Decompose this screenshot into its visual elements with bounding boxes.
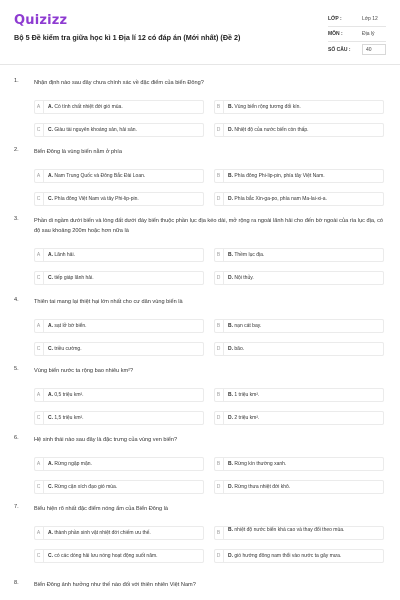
option-letter: D bbox=[214, 480, 224, 494]
option-prefix: A. bbox=[48, 173, 53, 179]
answer-option-c[interactable] bbox=[34, 192, 204, 206]
option-prefix: D. bbox=[228, 415, 233, 421]
option-text bbox=[48, 319, 200, 333]
option-text bbox=[48, 388, 200, 402]
option-body: 2 triệu km². bbox=[234, 415, 260, 421]
option-text bbox=[48, 526, 200, 540]
option-text bbox=[228, 319, 380, 333]
option-prefix: D. bbox=[228, 196, 233, 202]
option-letter: B bbox=[214, 100, 224, 114]
option-prefix: C. bbox=[48, 127, 53, 133]
option-prefix: D. bbox=[228, 127, 233, 133]
option-prefix: A. bbox=[48, 461, 53, 467]
option-letter: B bbox=[214, 457, 224, 471]
question-text: Phần di ngầm dưới biển và lòng đất dưới đáy biển thuộc phần lục địa kéo dài, mở rộng ra ngoài lãnh hải cho đến bờ ngoài của rìa lục địa, có độ sau khoảng 200m hoặc hơn nữa là bbox=[34, 218, 383, 234]
option-letter: C bbox=[34, 123, 44, 137]
option-letter: C bbox=[34, 411, 44, 425]
meta-value: 40 bbox=[362, 44, 386, 55]
option-body: Phía bắc Xin-ga-po, phía nam Ma-lai-xi-a. bbox=[234, 196, 327, 202]
question-text: Vùng biển nước ta rộng bao nhiêu km²? bbox=[34, 368, 134, 374]
option-letter: A bbox=[34, 388, 44, 402]
answer-option-b[interactable] bbox=[214, 100, 384, 114]
option-body: Vùng biển rộng tương đối kín. bbox=[234, 104, 301, 110]
answer-option-d[interactable] bbox=[214, 480, 384, 494]
option-body: thành phần sinh vật nhiệt đới chiếm ưu thế. bbox=[54, 530, 151, 536]
answer-option-a[interactable] bbox=[34, 388, 204, 402]
option-body: có các dòng hải lưu nóng hoạt động suốt năm. bbox=[54, 553, 158, 559]
option-text bbox=[228, 271, 380, 285]
option-prefix: D. bbox=[228, 553, 233, 559]
option-prefix: B. bbox=[228, 323, 233, 329]
option-letter: B bbox=[214, 526, 224, 540]
meta-value: Địa lý bbox=[362, 31, 375, 37]
option-text bbox=[228, 192, 380, 206]
option-prefix: B. bbox=[228, 173, 233, 179]
option-body: Phía đông Phi-lip-pin, phía tây Việt Nam. bbox=[234, 173, 325, 179]
answer-option-a[interactable] bbox=[34, 319, 204, 333]
option-letter: B bbox=[214, 169, 224, 183]
option-prefix: B. bbox=[228, 392, 233, 398]
document-header bbox=[0, 0, 400, 62]
option-prefix: A. bbox=[48, 323, 53, 329]
option-prefix: C. bbox=[48, 484, 53, 490]
option-text bbox=[48, 123, 200, 137]
answer-option-c[interactable] bbox=[34, 342, 204, 356]
option-text bbox=[228, 526, 380, 540]
answer-option-a[interactable] bbox=[34, 248, 204, 262]
quizizz-logo: Quizizz bbox=[14, 13, 68, 28]
option-text bbox=[48, 248, 200, 262]
option-letter: D bbox=[214, 549, 224, 563]
option-letter: A bbox=[34, 526, 44, 540]
option-text bbox=[48, 342, 200, 356]
meta-key: SỐ CÂU : bbox=[328, 46, 351, 53]
option-letter: D bbox=[214, 342, 224, 356]
option-prefix: B. bbox=[228, 527, 233, 533]
question-number: 2. bbox=[14, 147, 19, 153]
option-text bbox=[48, 457, 200, 471]
option-body: Giàu tài nguyên khoáng sản, hải sản. bbox=[54, 127, 137, 133]
page-title: Bộ 5 Đề kiểm tra giữa học kì 1 Địa lí 12 có đáp án (Mới nhất) (Đề 2) bbox=[14, 33, 241, 42]
meta-key: MÔN : bbox=[328, 31, 343, 37]
option-prefix: B. bbox=[228, 252, 233, 258]
option-text bbox=[228, 248, 380, 262]
option-prefix: D. bbox=[228, 275, 233, 281]
option-body: Lãnh hải. bbox=[54, 252, 75, 258]
option-text bbox=[48, 192, 200, 206]
option-body: Rừng kín thường xanh. bbox=[234, 461, 287, 467]
option-text bbox=[48, 169, 200, 183]
answer-option-b[interactable] bbox=[214, 169, 384, 183]
option-body: Thềm lục địa. bbox=[234, 252, 265, 258]
question-text: Biển Đông ảnh hưởng như thế nào đối với thiên nhiên Việt Nam? bbox=[34, 582, 196, 588]
question-number: 6. bbox=[14, 435, 19, 441]
meta-info bbox=[328, 12, 386, 57]
option-text bbox=[228, 480, 380, 494]
option-body: bão. bbox=[234, 346, 245, 352]
question-number: 3. bbox=[14, 216, 19, 222]
option-text bbox=[228, 411, 380, 425]
option-text bbox=[228, 100, 380, 114]
answer-option-c[interactable] bbox=[34, 271, 204, 285]
question-text: Nhận định nào sau đây chưa chính xác về đặc điểm của biển Đông? bbox=[34, 80, 204, 86]
question-number: 7. bbox=[14, 504, 19, 510]
option-text bbox=[228, 169, 380, 183]
option-body: Rừng cận xích đạo gió mùa. bbox=[54, 484, 118, 490]
answer-option-c[interactable] bbox=[34, 549, 204, 563]
option-text bbox=[228, 388, 380, 402]
answer-option-b[interactable] bbox=[214, 457, 384, 471]
option-body: Có tính chất nhiệt đới gió mùa. bbox=[54, 104, 123, 110]
option-letter: B bbox=[214, 248, 224, 262]
answer-option-d[interactable] bbox=[214, 123, 384, 137]
option-text bbox=[48, 480, 200, 494]
option-letter: A bbox=[34, 457, 44, 471]
option-body: Rừng ngập mặn. bbox=[54, 461, 92, 467]
meta-key: LỚP : bbox=[328, 16, 342, 22]
option-letter: D bbox=[214, 411, 224, 425]
meta-value: Lớp 12 bbox=[362, 16, 378, 22]
option-prefix: D. bbox=[228, 346, 233, 352]
answer-option-b[interactable] bbox=[214, 248, 384, 262]
option-letter: A bbox=[34, 100, 44, 114]
answer-option-b[interactable] bbox=[214, 526, 384, 540]
option-body: 1,5 triệu km². bbox=[54, 415, 84, 421]
option-text bbox=[228, 123, 380, 137]
option-prefix: C. bbox=[48, 346, 53, 352]
option-prefix: D. bbox=[228, 484, 233, 490]
meta-row-subject bbox=[328, 27, 386, 42]
option-body: Nhiệt độ của nước biển còn thấp. bbox=[234, 127, 309, 133]
option-body: nạn cát bay. bbox=[234, 323, 262, 329]
question-text: Hệ sinh thái nào sau đây là đặc trưng của vùng ven biển? bbox=[34, 437, 178, 443]
answer-option-d[interactable] bbox=[214, 342, 384, 356]
option-letter: C bbox=[34, 342, 44, 356]
option-letter: C bbox=[34, 480, 44, 494]
answer-option-c[interactable] bbox=[34, 123, 204, 137]
answer-option-d[interactable] bbox=[214, 192, 384, 206]
answer-option-d[interactable] bbox=[214, 271, 384, 285]
meta-row-class bbox=[328, 12, 386, 27]
option-prefix: C. bbox=[48, 196, 53, 202]
question-text: Thiên tai mang lại thiệt hại lớn nhất cho cư dân vùng biển là bbox=[34, 299, 183, 305]
option-prefix: A. bbox=[48, 252, 53, 258]
option-body: 0,5 triệu km². bbox=[54, 392, 84, 398]
answer-option-c[interactable] bbox=[34, 480, 204, 494]
answer-option-a[interactable] bbox=[34, 169, 204, 183]
option-prefix: A. bbox=[48, 530, 53, 536]
question-text: Biểu hiện rõ nhất đặc điểm nóng ẩm của Biển Đông là bbox=[34, 506, 169, 512]
answer-option-d[interactable] bbox=[214, 411, 384, 425]
option-letter: D bbox=[214, 192, 224, 206]
option-prefix: C. bbox=[48, 553, 53, 559]
option-body: Rừng thưa nhiệt đới khô. bbox=[234, 484, 291, 490]
option-letter: B bbox=[214, 319, 224, 333]
option-text bbox=[228, 342, 380, 356]
option-prefix: B. bbox=[228, 461, 233, 467]
option-text bbox=[48, 411, 200, 425]
question-number: 5. bbox=[14, 366, 19, 372]
option-body: gió hướng đông nam thổi vào nước ta gây mưa. bbox=[234, 553, 342, 559]
option-body: Phía đông Việt Nam và tây Phi-lip-pin. bbox=[54, 196, 139, 202]
option-body: triều cường. bbox=[54, 346, 82, 352]
option-prefix: C. bbox=[48, 415, 53, 421]
option-body: sạt lở bờ biển. bbox=[54, 323, 87, 329]
option-prefix: B. bbox=[228, 104, 233, 110]
option-prefix: C. bbox=[48, 275, 53, 281]
question-number: 4. bbox=[14, 297, 19, 303]
option-text bbox=[228, 549, 380, 563]
option-text bbox=[228, 457, 380, 471]
question-number: 8. bbox=[14, 580, 19, 586]
question-text: Biển Đông là vùng biển nằm ở phía bbox=[34, 149, 122, 155]
option-letter: A bbox=[34, 319, 44, 333]
option-body: 1 triệu km². bbox=[234, 392, 260, 398]
option-letter: A bbox=[34, 248, 44, 262]
answer-option-b[interactable] bbox=[214, 319, 384, 333]
answer-option-a[interactable] bbox=[34, 526, 204, 540]
option-prefix: A. bbox=[48, 104, 53, 110]
option-text bbox=[48, 271, 200, 285]
option-text bbox=[48, 549, 200, 563]
option-prefix: A. bbox=[48, 392, 53, 398]
option-letter: C bbox=[34, 549, 44, 563]
option-letter: D bbox=[214, 271, 224, 285]
option-letter: A bbox=[34, 169, 44, 183]
option-letter: D bbox=[214, 123, 224, 137]
answer-option-c[interactable] bbox=[34, 411, 204, 425]
answer-option-a[interactable] bbox=[34, 100, 204, 114]
option-letter: C bbox=[34, 271, 44, 285]
question-number: 1. bbox=[14, 78, 19, 84]
option-body: nhiệt độ nước biển khá cao và thay đổi theo mùa. bbox=[234, 527, 345, 533]
option-letter: C bbox=[34, 192, 44, 206]
option-body: Nam Trung Quốc và Đông Bắc Đài Loan. bbox=[54, 173, 146, 179]
answer-option-d[interactable] bbox=[214, 549, 384, 563]
answer-option-b[interactable] bbox=[214, 388, 384, 402]
header-divider bbox=[0, 64, 400, 65]
answer-option-a[interactable] bbox=[34, 457, 204, 471]
option-body: tiếp giáp lãnh hải. bbox=[54, 275, 94, 281]
option-body: Nội thủy. bbox=[234, 275, 254, 281]
meta-row-count bbox=[328, 42, 386, 57]
option-text bbox=[48, 100, 200, 114]
option-letter: B bbox=[214, 388, 224, 402]
